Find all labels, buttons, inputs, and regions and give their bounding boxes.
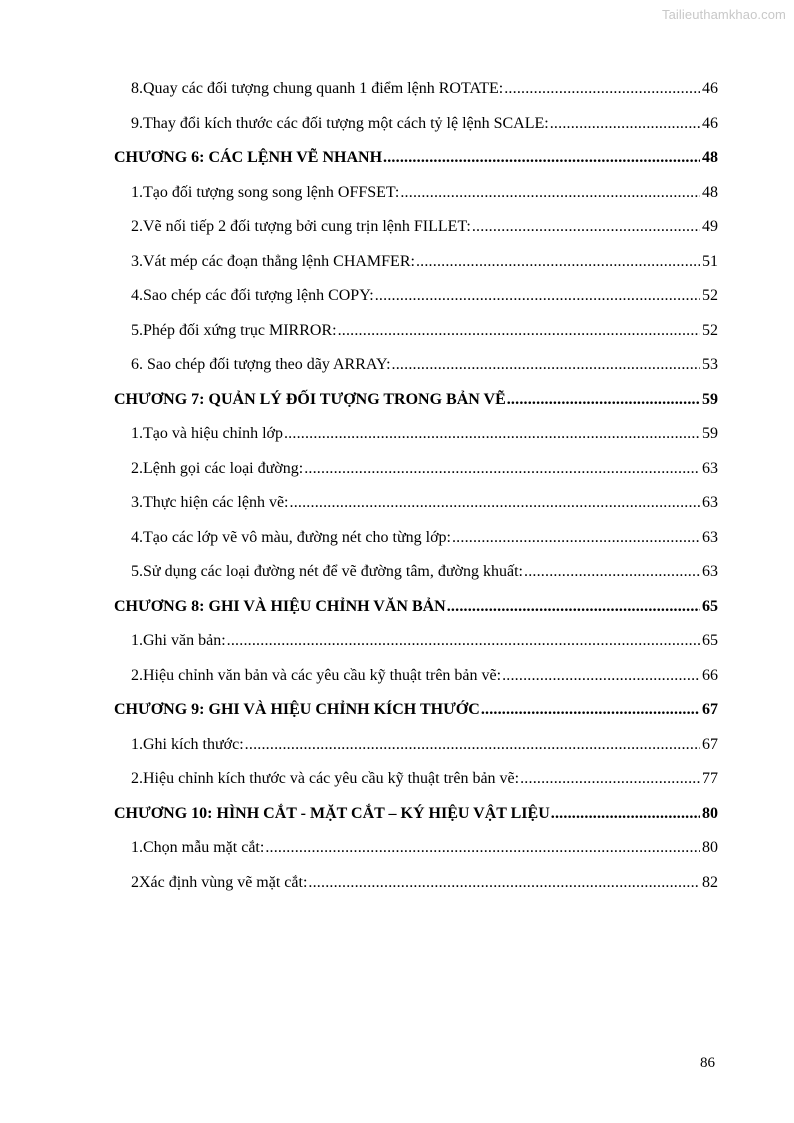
- toc-dot-leader: [472, 218, 700, 236]
- toc-dot-leader: [290, 494, 701, 512]
- toc-page-number: 49: [702, 218, 718, 236]
- toc-dot-leader: [502, 667, 700, 685]
- toc-dot-leader: [550, 115, 700, 133]
- toc-chapter-row: [0, 797, 718, 832]
- toc-item-row: [0, 452, 718, 487]
- toc-dot-leader: [265, 839, 700, 857]
- toc-chapter-row: [0, 693, 718, 728]
- toc-page-number: 63: [702, 459, 718, 477]
- toc-item-title: 1.Tạo và hiệu chỉnh lớp: [131, 425, 283, 443]
- toc-dot-leader: [284, 425, 700, 443]
- toc-dot-leader: [504, 80, 700, 98]
- page-number: 86: [700, 1055, 715, 1071]
- toc-page-number: 48: [702, 183, 718, 201]
- toc-dot-leader: [304, 460, 700, 478]
- toc-item-title: 5.Sử dụng các loại đường nét để vẽ đường tâm, đường khuất:: [131, 563, 523, 581]
- toc-item-row: [0, 555, 718, 590]
- toc-page-number: 52: [702, 287, 718, 305]
- toc-item-row: [0, 728, 718, 763]
- toc-page-number: 66: [702, 666, 718, 684]
- toc-item-row: [0, 417, 718, 452]
- toc-item-row: [0, 762, 718, 797]
- toc-page-number: 48: [702, 149, 718, 167]
- toc-item-title: 1.Ghi văn bản:: [131, 632, 226, 650]
- toc-item-row: [0, 279, 718, 314]
- toc-page-number: 77: [702, 770, 718, 788]
- toc-item-row: [0, 72, 718, 107]
- toc-page-number: 59: [702, 425, 718, 443]
- toc-dot-leader: [520, 770, 700, 788]
- toc-item-title: 2.Hiệu chỉnh kích thước và các yêu cầu kỹ thuật trên bản vẽ:: [131, 770, 520, 788]
- toc-item-row: [0, 521, 718, 556]
- toc-item-title: 6. Sao chép đối tượng theo dãy ARRAY:: [131, 356, 391, 374]
- toc-item-row: [0, 210, 718, 245]
- toc-page-number: 67: [702, 735, 718, 753]
- toc-page-number: 46: [702, 114, 718, 132]
- toc-chapter-title: CHƯƠNG 10: HÌNH CẮT - MẶT CẮT – KÝ HIỆU VẬT LIỆU: [114, 804, 550, 822]
- toc-item-title: 3.Thực hiện các lệnh vẽ:: [131, 494, 289, 512]
- toc-item-row: [0, 866, 718, 901]
- toc-item-row: [0, 245, 718, 280]
- toc-dot-leader: [524, 563, 700, 581]
- toc-page-number: 59: [702, 390, 718, 408]
- toc-item-row: [0, 659, 718, 694]
- toc-item-title: 2.Hiệu chỉnh văn bản và các yêu cầu kỹ thuật trên bản vẽ:: [131, 666, 502, 684]
- toc-dot-leader: [507, 391, 700, 409]
- toc-chapter-title: CHƯƠNG 8: GHI VÀ HIỆU CHỈNH VĂN BẢN: [114, 597, 446, 615]
- toc-chapter-title: CHƯƠNG 6: CÁC LỆNH VẼ NHANH: [114, 149, 383, 167]
- watermark: Tailieuthamkhao.com: [661, 7, 786, 22]
- toc-chapter-title: CHƯƠNG 7: QUẢN LÝ ĐỐI TƯỢNG TRONG BẢN VẼ: [114, 390, 506, 408]
- toc-dot-leader: [400, 184, 700, 202]
- toc-item-row: [0, 176, 718, 211]
- toc-chapter-row: [0, 141, 718, 176]
- toc-item-row: [0, 107, 718, 142]
- toc-item-title: 2.Vẽ nối tiếp 2 đối tượng bởi cung trịn lệnh FILLET:: [131, 218, 471, 236]
- toc-chapter-title: CHƯƠNG 9: GHI VÀ HIỆU CHỈNH KÍCH THƯỚC: [114, 701, 480, 719]
- toc-page-number: 53: [702, 356, 718, 374]
- toc-page-number: 80: [702, 839, 718, 857]
- toc-dot-leader: [392, 356, 700, 374]
- toc-dot-leader: [452, 529, 700, 547]
- toc-item-row: [0, 348, 718, 383]
- toc-dot-leader: [383, 149, 700, 167]
- toc-page-number: 52: [702, 321, 718, 339]
- table-of-contents: [0, 72, 794, 900]
- toc-item-title: 4.Sao chép các đối tượng lệnh COPY:: [131, 287, 374, 305]
- toc-page-number: 80: [702, 804, 718, 822]
- toc-dot-leader: [245, 736, 700, 754]
- toc-page-number: 82: [702, 873, 718, 891]
- toc-page-number: 67: [702, 701, 718, 719]
- toc-item-title: 4.Tạo các lớp vẽ vô màu, đường nét cho từng lớp:: [131, 528, 451, 546]
- toc-item-row: [0, 314, 718, 349]
- toc-dot-leader: [375, 287, 700, 305]
- toc-item-title: 2.Lệnh gọi các loại đường:: [131, 459, 304, 477]
- toc-item-row: [0, 831, 718, 866]
- toc-item-title: 3.Vát mép các đoạn thẳng lệnh CHAMFER:: [131, 252, 415, 270]
- toc-page-number: 63: [702, 528, 718, 546]
- toc-chapter-row: [0, 590, 718, 625]
- toc-dot-leader: [416, 253, 700, 271]
- toc-item-title: 1.Ghi kích thước:: [131, 735, 244, 753]
- toc-dot-leader: [227, 632, 700, 650]
- toc-item-row: [0, 486, 718, 521]
- toc-item-title: 8.Quay các đối tượng chung quanh 1 điểm lệnh ROTATE:: [131, 80, 504, 98]
- toc-item-title: 5.Phép đối xứng trục MIRROR:: [131, 321, 337, 339]
- toc-item-row: [0, 624, 718, 659]
- toc-dot-leader: [447, 598, 700, 616]
- toc-chapter-row: [0, 383, 718, 418]
- toc-item-title: 9.Thay đổi kích thước các đối tượng một cách tỷ lệ lệnh SCALE:: [131, 114, 549, 132]
- toc-page-number: 65: [702, 632, 718, 650]
- toc-item-title: 1.Tạo đối tượng song song lệnh OFFSET:: [131, 183, 400, 201]
- toc-page-number: 63: [702, 494, 718, 512]
- toc-dot-leader: [481, 701, 700, 719]
- toc-item-title: 2Xác định vùng vẽ mặt cắt:: [131, 873, 308, 891]
- toc-page-number: 51: [702, 252, 718, 270]
- toc-page-number: 65: [702, 597, 718, 615]
- toc-item-title: 1.Chọn mẫu mặt cắt:: [131, 839, 265, 857]
- toc-dot-leader: [338, 322, 700, 340]
- toc-dot-leader: [308, 874, 700, 892]
- toc-page-number: 63: [702, 563, 718, 581]
- toc-dot-leader: [551, 805, 700, 823]
- toc-page-number: 46: [702, 80, 718, 98]
